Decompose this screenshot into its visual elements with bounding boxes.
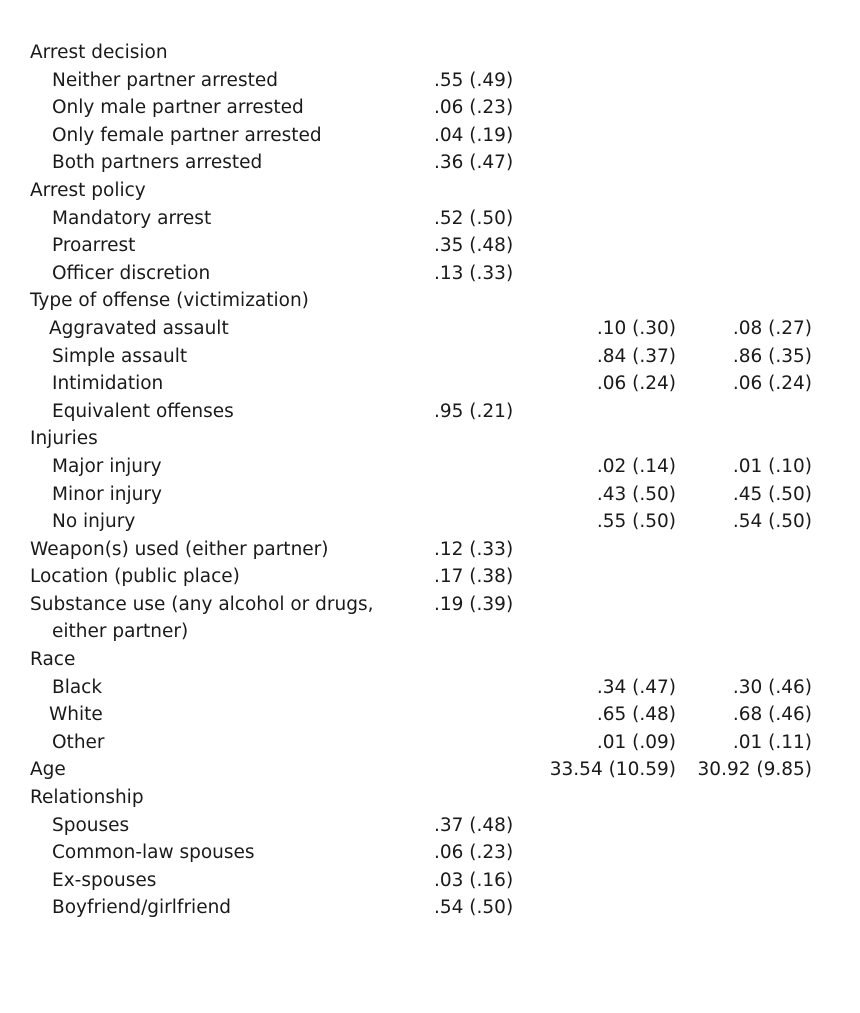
cell-c3: .68 (.46) [732, 704, 812, 726]
table-row [0, 453, 860, 481]
cell-c2: 33.54 (10.59) [549, 759, 676, 781]
cell-c1: .95 (.21) [434, 400, 514, 422]
table-row [0, 370, 860, 398]
table-row [0, 94, 860, 122]
table-row [0, 398, 860, 426]
table-row-category [0, 287, 860, 315]
cell-c3: .54 (.50) [732, 511, 812, 533]
table-row [0, 232, 860, 260]
table-row-category [0, 784, 860, 812]
row-label: Minor injury [52, 483, 162, 505]
row-label: Mandatory arrest [52, 207, 212, 229]
row-label: Major injury [52, 455, 162, 477]
cell-c1: .06 (.23) [434, 842, 514, 864]
table-row-category [0, 756, 860, 784]
cell-c3: .08 (.27) [732, 317, 812, 339]
table-row-category [0, 39, 860, 67]
table-row-category [0, 646, 860, 674]
cell-c1: .12 (.33) [434, 538, 514, 560]
row-label: Race [30, 649, 76, 671]
cell-c2: .01 (.09) [596, 731, 676, 753]
table-row [0, 67, 860, 95]
cell-c1: .04 (.19) [434, 124, 514, 146]
cell-c1: .17 (.38) [434, 566, 514, 588]
table-row [0, 481, 860, 509]
table-row [0, 149, 860, 177]
row-label: Both partners arrested [52, 152, 263, 174]
cell-c1: .06 (.23) [434, 97, 514, 119]
cell-c1: .19 (.39) [434, 593, 514, 615]
row-label-line2: either partner) [52, 621, 189, 643]
row-label: Spouses [52, 814, 130, 836]
cell-c2: .34 (.47) [596, 676, 676, 698]
table-row [0, 701, 860, 729]
cell-c3: 30.92 (9.85) [697, 759, 812, 781]
table-row-category [0, 177, 860, 205]
cell-c3: .01 (.11) [732, 731, 812, 753]
table-row [0, 894, 860, 922]
cell-c1: .36 (.47) [434, 152, 514, 174]
row-label: Other [52, 731, 105, 753]
cell-c2: .65 (.48) [596, 704, 676, 726]
cell-c3: .30 (.46) [732, 676, 812, 698]
table-row-category [0, 591, 860, 646]
cell-c3: .01 (.10) [732, 455, 812, 477]
row-label: Common-law spouses [52, 842, 255, 864]
cell-c1: .03 (.16) [434, 869, 514, 891]
table-row-category [0, 425, 860, 453]
cell-c1: .52 (.50) [434, 207, 514, 229]
row-label: Arrest decision [30, 42, 168, 63]
table-row [0, 205, 860, 233]
row-label [30, 591, 374, 646]
row-label: Arrest policy [30, 179, 146, 201]
cell-c2: .43 (.50) [596, 483, 676, 505]
row-label: White [49, 704, 103, 726]
table-row [0, 315, 860, 343]
row-label: Aggravated assault [49, 317, 229, 339]
row-label: Neither partner arrested [52, 69, 278, 91]
table-row [0, 122, 860, 150]
table-row [0, 674, 860, 702]
table-row [0, 867, 860, 895]
cell-c3: .86 (.35) [732, 345, 812, 367]
table-row [0, 508, 860, 536]
row-label: No injury [52, 511, 136, 533]
row-label: Black [52, 676, 103, 698]
cell-c2: .02 (.14) [596, 455, 676, 477]
row-label: Officer discretion [52, 262, 211, 284]
row-label: Age [30, 759, 66, 781]
row-label: Ex-spouses [52, 869, 157, 891]
table-row [0, 812, 860, 840]
cell-c2: .84 (.37) [596, 345, 676, 367]
cell-c2: .06 (.24) [596, 373, 676, 395]
row-label: Proarrest [52, 235, 136, 257]
cell-c1: .54 (.50) [434, 897, 514, 919]
row-label: Boyfriend/girlfriend [52, 897, 232, 919]
cell-c2: .55 (.50) [596, 511, 676, 533]
cell-c1: .55 (.49) [434, 69, 514, 91]
cell-c3: .06 (.24) [732, 373, 812, 395]
cell-c1: .13 (.33) [434, 262, 514, 284]
cell-c2: .10 (.30) [596, 317, 676, 339]
row-label: Simple assault [52, 345, 188, 367]
table-row [0, 260, 860, 288]
row-label: Only male partner arrested [52, 97, 304, 119]
row-label: Weapon(s) used (either partner) [30, 538, 329, 560]
table-row [0, 343, 860, 371]
table-row-category [0, 563, 860, 591]
row-label: Type of offense (victimization) [30, 290, 309, 312]
cell-c1: .37 (.48) [434, 814, 514, 836]
row-label: Intimidation [52, 373, 164, 395]
row-label: Location (public place) [30, 566, 240, 588]
table-row-category [0, 536, 860, 564]
cell-c1: .35 (.48) [434, 235, 514, 257]
row-label: Relationship [30, 787, 144, 809]
row-label-line1: Substance use (any alcohol or drugs, [30, 593, 374, 615]
row-label: Only female partner arrested [52, 124, 322, 146]
cell-c3: .45 (.50) [732, 483, 812, 505]
table-row [0, 729, 860, 757]
row-label: Equivalent offenses [52, 400, 234, 422]
row-label: Injuries [30, 428, 98, 450]
table-row [0, 839, 860, 867]
